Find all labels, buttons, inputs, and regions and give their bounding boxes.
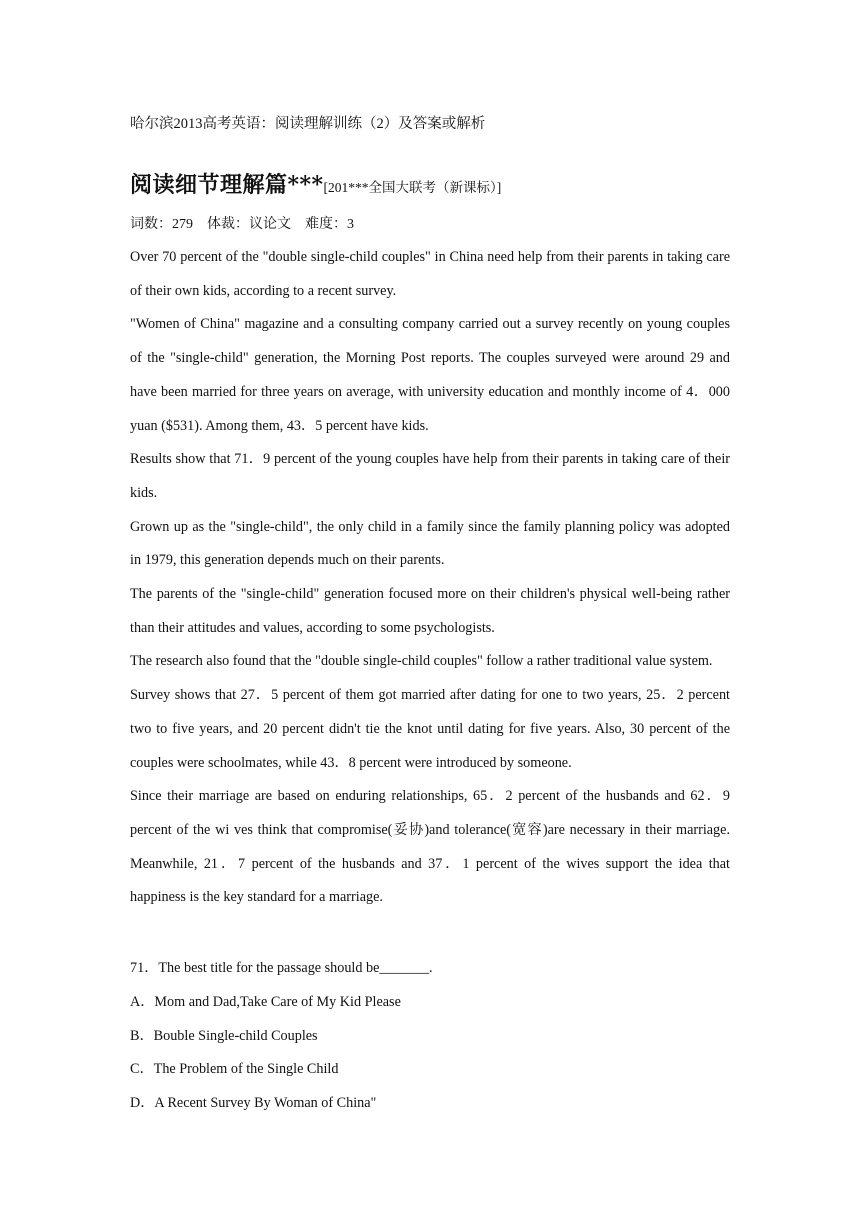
paragraph: Grown up as the "single-child", the only child in a family since the family planning policy was adopted in 1979, this generation depends much on their parents.	[130, 518, 730, 569]
paragraph: Results show that 71．9 percent of the young couples have help from their parents in taking care of their kids.	[130, 451, 730, 501]
heading-main: 阅读细节理解篇***	[130, 172, 324, 198]
question-stem: 71．The best title for the passage should be_______.	[130, 960, 433, 976]
paragraph: The parents of the "single-child" generation focused more on their children's physical well-being rather than their attitudes and values, according to some psychologists.	[130, 586, 730, 636]
document-title: 哈尔滨2013高考英语：阅读理解训练（2）及答案或解析	[130, 116, 486, 132]
paragraph: Over 70 percent of the "double single-child couples" in China need help from their parents in taking care of their own kids, according to a recent survey.	[130, 249, 730, 299]
paragraph: The research also found that the "double single-child couples" follow a rather traditional value system.	[130, 653, 713, 670]
option-d: D．A Recent Survey By Woman of China"	[130, 1095, 377, 1111]
paragraph: "Women of China" magazine and a consulting company carried out a survey recently on young couples of the "single-child" generation, the Morning Post reports. The couples surveyed were around 29 and have been married for three years on average, with university education and monthly income of 4．000 yuan ($531). Among them, 43．5 percent have kids.	[130, 316, 730, 434]
option-a: A．Mom and Dad,Take Care of My Kid Please	[130, 994, 401, 1010]
option-c: C．The Problem of the Single Child	[130, 1061, 339, 1077]
paragraph: Since their marriage are based on enduring relationships, 65．2 percent of the husbands and 62．9 percent of the wi ves think that compromise(妥协)and tolerance(宽容)are necessary in their marriage. Meanwhile, 21．7 percent of the husbands and 37．1 percent of the wives support the idea that happiness is the key standard for a marriage.	[130, 788, 730, 906]
passage-meta: 词数：279 体裁：议论文 难度：3	[130, 217, 354, 232]
heading-source: [201***全国大联考（新课标）]	[323, 180, 502, 195]
paragraph: Survey shows that 27．5 percent of them got married after dating for one to two years, 25．2 percent two to five years, and 20 percent didn't tie the knot until dating for five years. Also, 30 percent of the couples were schoolmates, while 43．8 percent were introduced by someone.	[130, 687, 730, 771]
passage-body	[130, 241, 730, 915]
section-heading	[130, 168, 501, 199]
option-b: B．Bouble Single-child Couples	[130, 1028, 318, 1044]
